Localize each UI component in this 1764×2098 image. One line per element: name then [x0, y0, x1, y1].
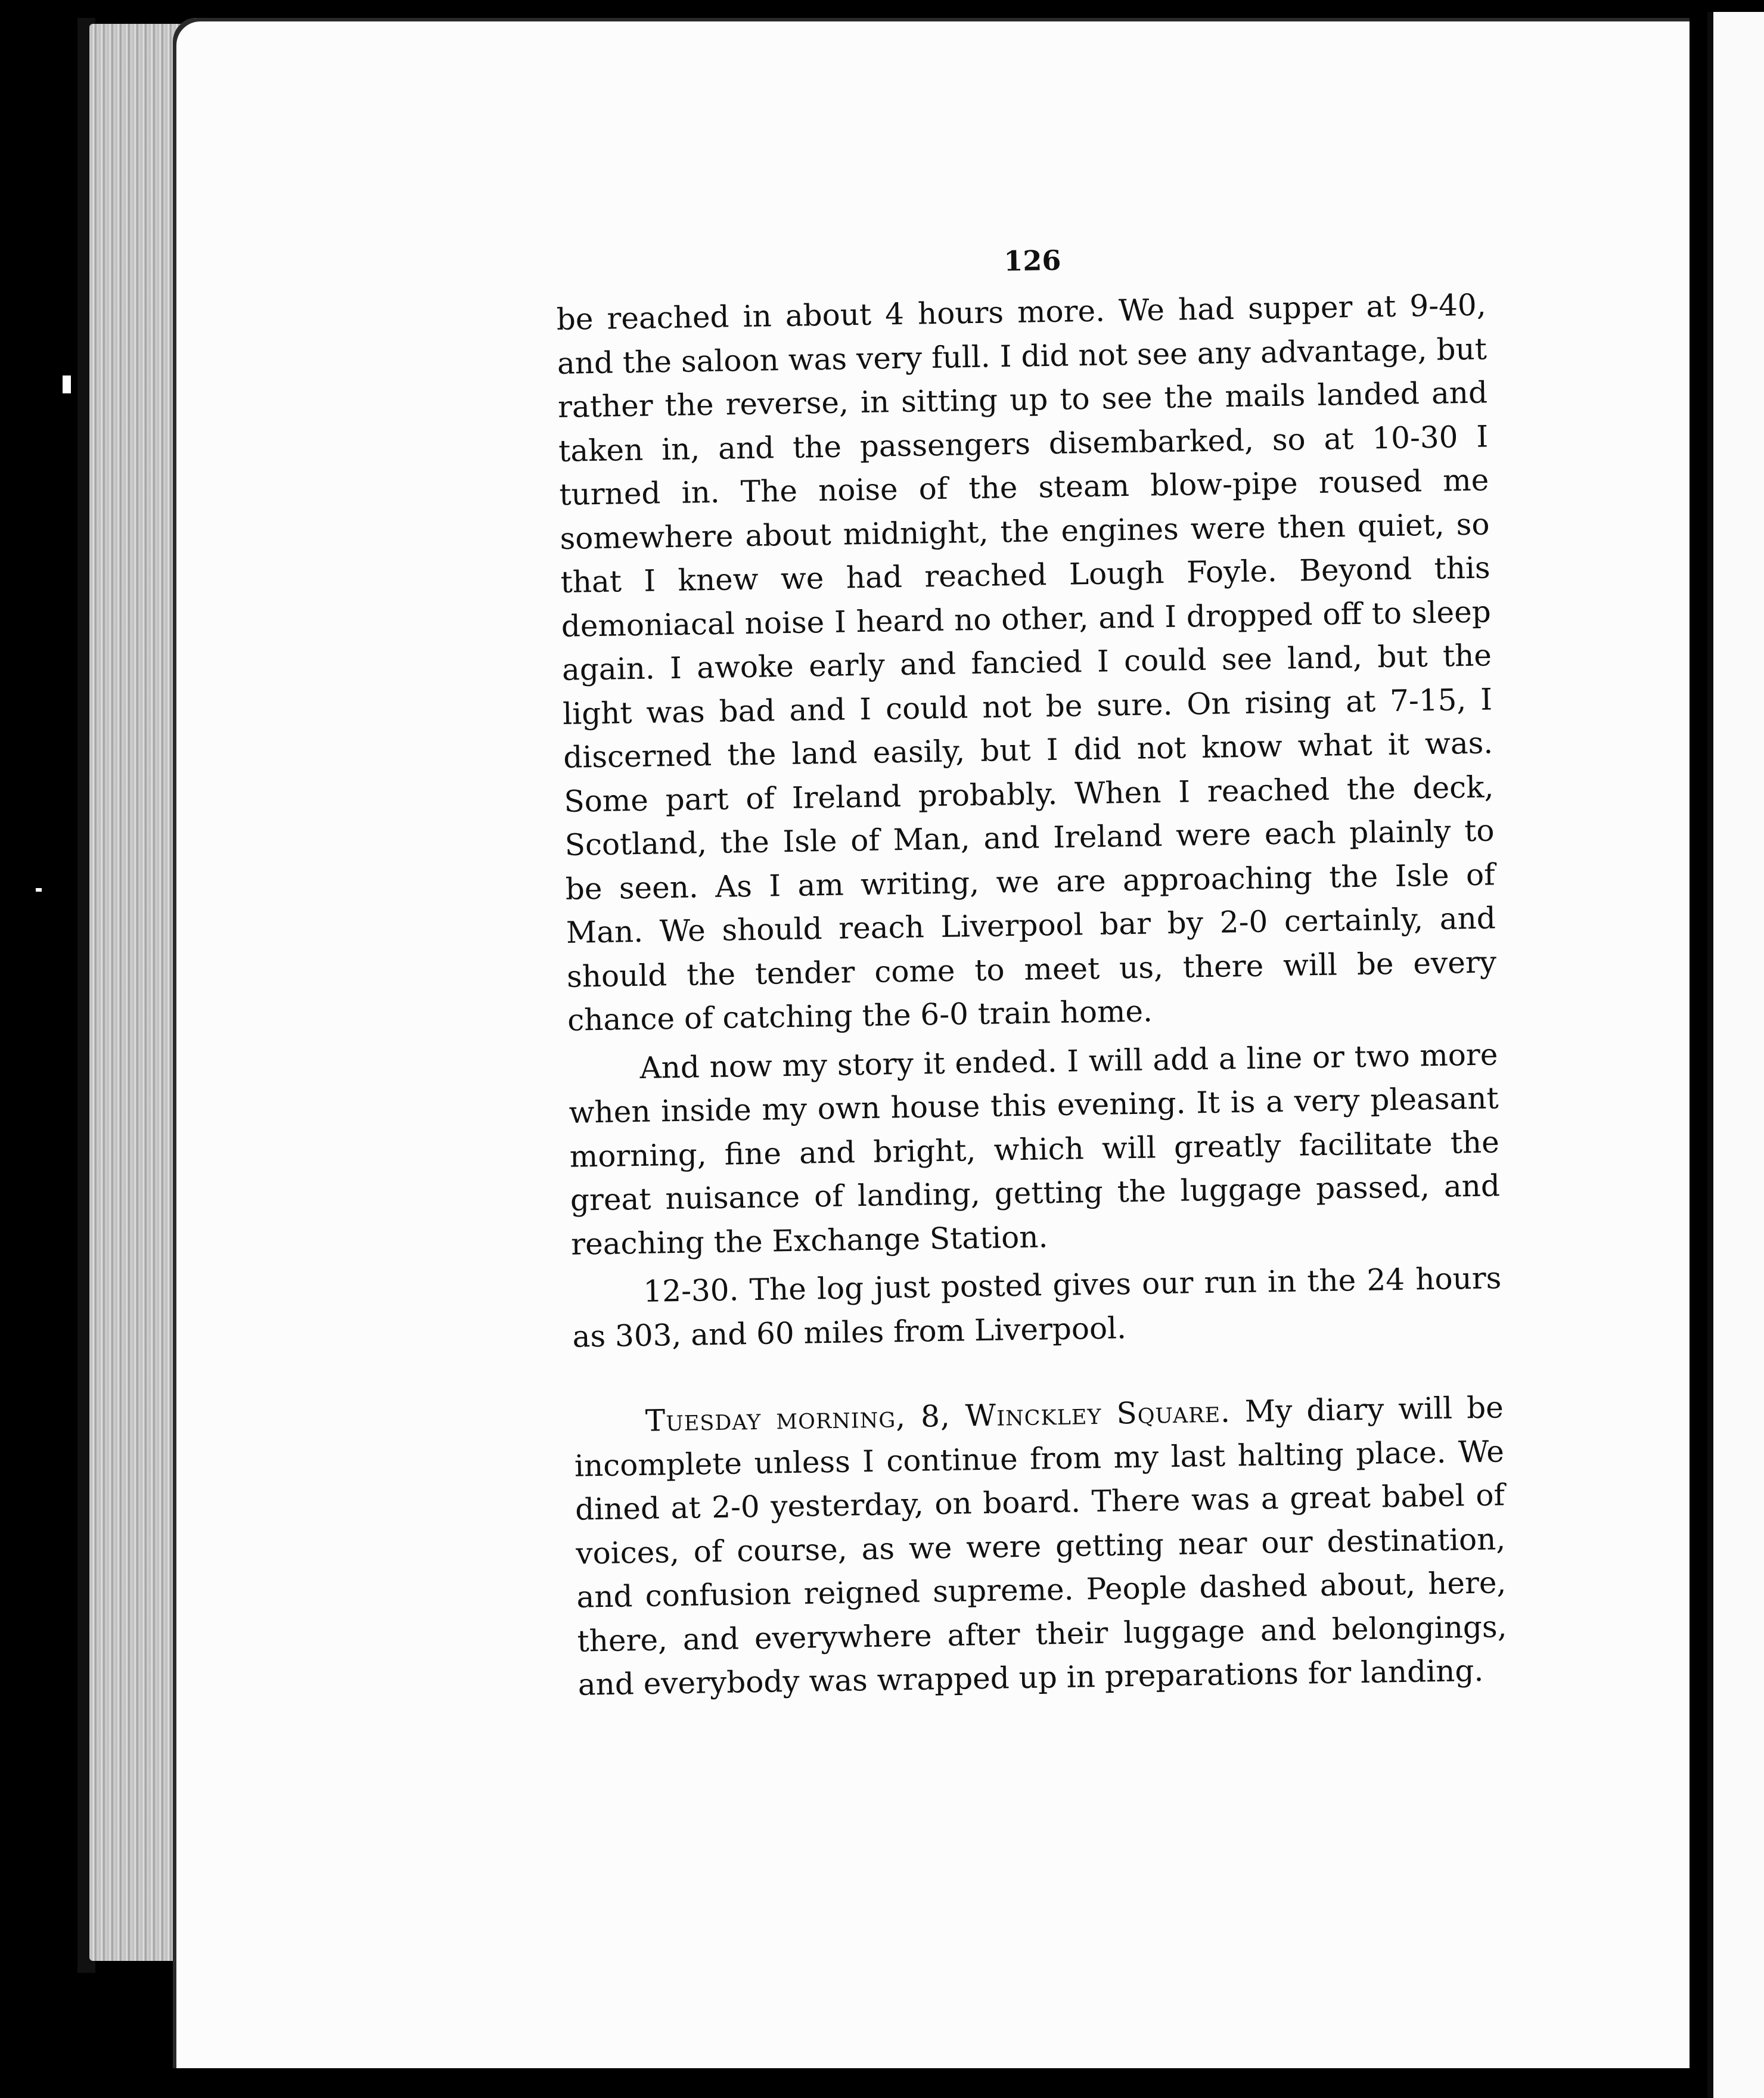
scan-speck — [36, 888, 42, 892]
body-paragraph-2: And now my story it ended. I will add a line or two more when inside my own house this evening. It is a very pleasant morning, fine and bright, which will greatly facilitate the great nuisance of landing, getting the luggage passed, and reaching the Exchange Station. — [569, 1036, 1501, 1262]
facing-page-edge — [1707, 12, 1764, 2098]
section-heading: Tuesday morning, 8, Winckley Square. — [645, 1394, 1231, 1438]
page-number: 126 — [1003, 244, 1061, 278]
body-paragraph-3: 12-30. The log just posted gives our run in the 24 hours as 303, and 60 miles from Liverpool. — [572, 1261, 1502, 1354]
body-paragraph-4 — [573, 1386, 1508, 1707]
page-text-block — [555, 235, 1508, 1707]
section-paragraph-text: My diary will be incomplete unless I continue from my last halting place. We dined at 2-0 yesterday, on board. There was a great babel of voices, of course, as we were getting near our destination, and confusion reigned supreme. People dashed about, here, there, and everywhere after their luggage and belongings, and everybody was wrapped up in preparations for landing. — [574, 1390, 1507, 1702]
scan-speck — [63, 375, 71, 393]
body-paragraph-1: be reached in about 4 hours more. We had supper at 9-40, and the saloon was very full. I did not see any advantage, but rather the reverse, in sitting up to see the mails landed and taken in, and the passengers disembarked, so at 10-30 I turned in. The noise of the steam blow-pipe roused me somewhere about midnight, the engines were then quiet, so that I knew we had reached Lough Foyle. Beyond this demoniacal noise I heard no other, and I dropped off to sleep again. I awoke early and fancied I could see land, but the light was bad and I could not be sure. On rising at 7-15, I discerned the land easily, but I did not know what it was. Some part of Ireland probably. When I reached the deck, Scotland, the Isle of Man, and Ireland were each plainly to be seen. As I am writing, we are approaching the Isle of Man. We should reach Liverpool bar by 2-0 certainly, and should the tender come to meet us, there will be every chance of catching the 6-0 train home. — [556, 287, 1497, 1038]
